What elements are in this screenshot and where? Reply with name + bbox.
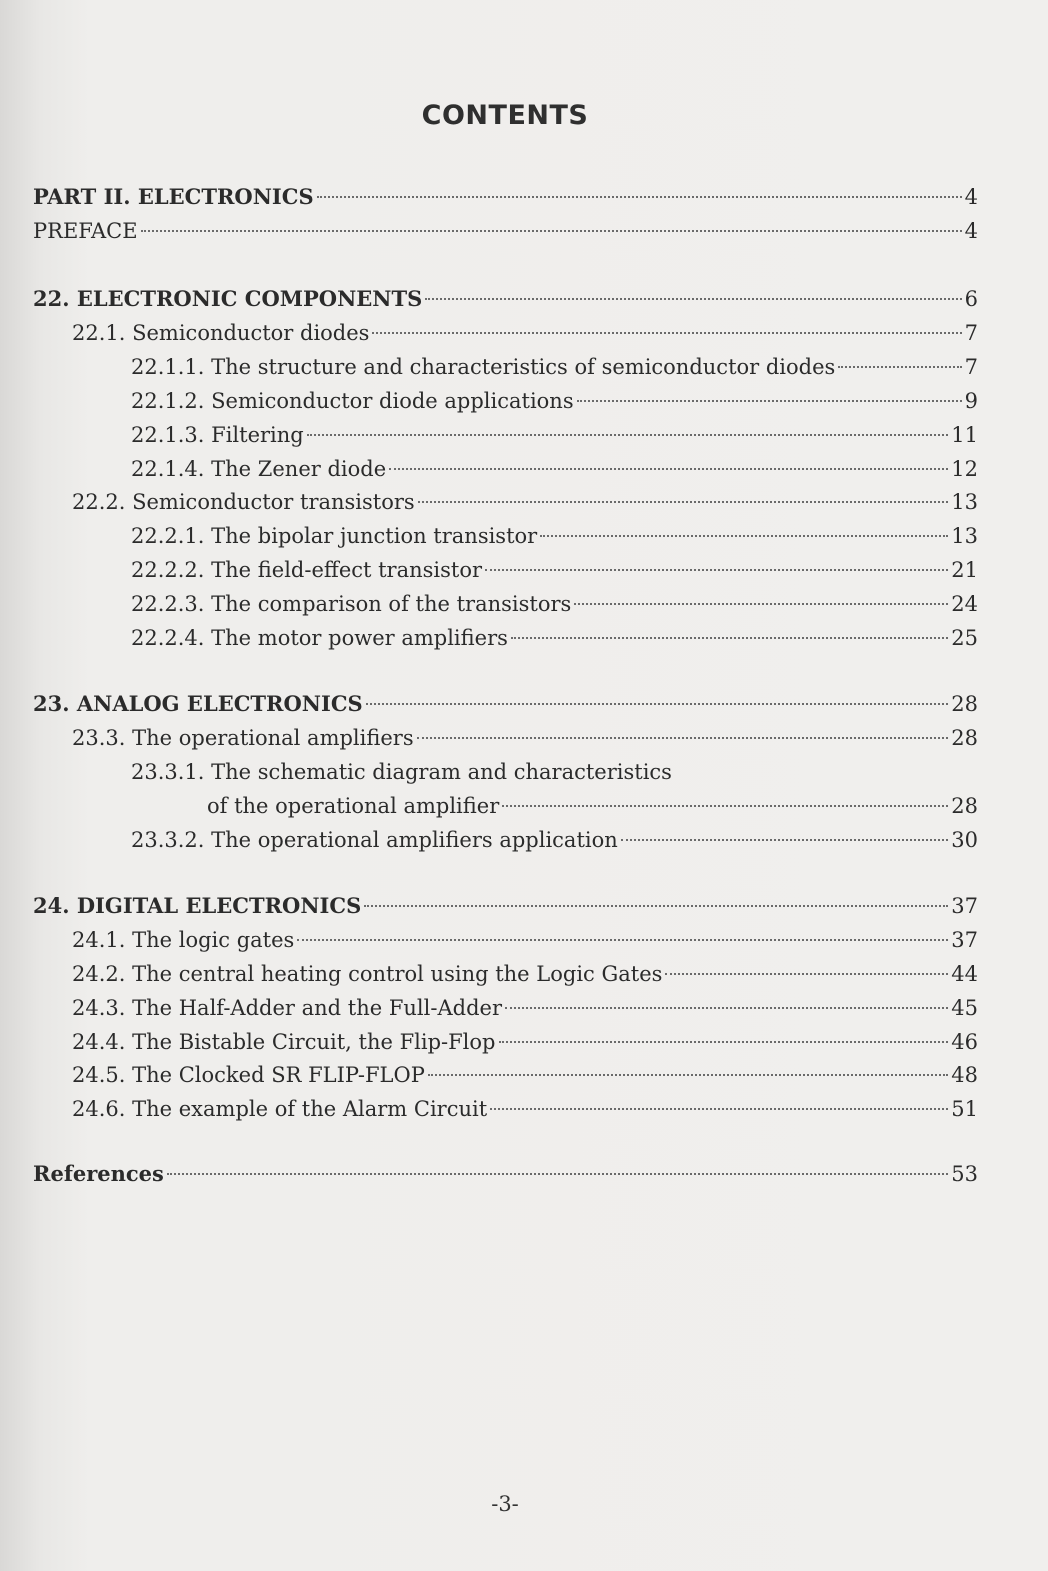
dot-leader [490,1108,948,1110]
toc-entry-22-1-2 [131,385,978,417]
toc-entry-22-2-2 [131,554,978,586]
toc-entry-label: of the operational amplifier [207,794,500,818]
toc-page-number: 44 [951,962,978,986]
dot-leader [167,1173,948,1175]
toc-entry-label: 23. ANALOG ELECTRONICS [33,691,363,716]
toc-page-number: 4 [964,219,978,243]
toc-entry-22-2-1 [131,520,978,552]
dot-leader [366,703,949,705]
toc-entry-label: 22.1.2. Semiconductor diode applications [131,389,574,413]
dot-leader [505,1007,948,1009]
toc-page-number: 30 [951,828,978,852]
dot-leader [485,569,948,571]
toc-page-number: 7 [964,321,978,345]
toc-entry-22-2-4 [131,622,978,654]
toc-entry-24-4 [72,1026,978,1058]
toc-entry-chapter-22 [33,283,978,315]
toc-entry-label: 22.2.1. The bipolar junction transistor [131,524,538,548]
toc-page-number: 37 [951,894,978,918]
toc-entry-label: 22. ELECTRONIC COMPONENTS [33,286,423,311]
toc-entry-23-3-2 [131,824,978,856]
dot-leader [297,939,948,941]
dot-leader [307,434,949,436]
toc-entry-24-2 [72,958,978,990]
toc-page-number: 12 [951,457,978,481]
dot-leader [540,535,948,537]
dot-leader [418,501,949,503]
toc-page-number: 25 [951,626,978,650]
dot-leader [499,1041,949,1043]
dot-leader [372,332,961,334]
toc-entry-label: 22.1.1. The structure and characteristics of semiconductor diodes [131,355,836,379]
toc-entry-23-3 [72,722,978,754]
dot-leader [417,737,949,739]
toc-page-number: 45 [951,996,978,1020]
toc-page-number: 28 [951,692,978,716]
toc-entry-24-5 [72,1059,978,1091]
dot-leader [425,298,961,300]
dot-leader [511,637,948,639]
dot-leader [577,400,962,402]
toc-entry-label: PREFACE [33,219,138,243]
toc-entry-24-1 [72,924,978,956]
toc-entry-label: PART II. ELECTRONICS [33,184,314,209]
toc-entry-label: References [33,1161,164,1186]
toc-page-number: 11 [951,423,978,447]
dot-leader [574,603,948,605]
toc-entry-label: 22.2.4. The motor power amplifiers [131,626,508,650]
toc-entry-22-2 [72,486,978,518]
toc-page-number: 13 [951,490,978,514]
toc-entry-22-1-4 [131,453,978,485]
toc-entry-label: 22.1.3. Filtering [131,423,304,447]
toc-entry-23-3-1-line2 [207,790,978,822]
toc-page-number: 13 [951,524,978,548]
dot-leader [389,468,948,470]
toc-page-number: 53 [951,1162,978,1186]
toc-entry-label: 24.4. The Bistable Circuit, the Flip-Flop [72,1030,496,1054]
toc-entry-label: 24.3. The Half-Adder and the Full-Adder [72,996,502,1020]
toc-entry-preface [33,215,978,247]
dot-leader [838,366,961,368]
toc-page-number: 21 [951,558,978,582]
toc-page-number: 48 [951,1063,978,1087]
toc-entry-22-1 [72,317,978,349]
dot-leader [665,973,948,975]
dot-leader [317,196,962,198]
toc-page-number: 46 [951,1030,978,1054]
toc-entry-label: 23.3. The operational amplifiers [72,726,414,750]
toc-entry-label: 22.1. Semiconductor diodes [72,321,370,345]
toc-page-number: 51 [951,1097,978,1121]
toc-entry-label: 22.1.4. The Zener diode [131,457,387,481]
toc-page-number: 4 [964,185,978,209]
toc-page-number: 28 [951,726,978,750]
toc-entry-label: 22.2.2. The field-effect transistor [131,558,483,582]
dot-leader [621,839,949,841]
toc-page-number: 37 [951,928,978,952]
toc-page-number: 9 [964,389,978,413]
toc-entry-label: 22.2. Semiconductor transistors [72,490,415,514]
toc-entry-label: 24.2. The central heating control using the Logic Gates [72,962,663,986]
contents-title: CONTENTS [421,100,589,131]
toc-entry-chapter-23 [33,688,978,720]
toc-page-number: 6 [964,287,978,311]
toc-entry-22-2-3 [131,588,978,620]
toc-page-number: 7 [964,355,978,379]
toc-entry-label: 24.5. The Clocked SR FLIP-FLOP [72,1063,425,1087]
toc-entry-label: 23.3.2. The operational amplifiers application [131,828,618,852]
toc-page-number: 28 [951,794,978,818]
toc-entry-22-1-1 [131,351,978,383]
toc-entry-label: 24.6. The example of the Alarm Circuit [72,1097,488,1121]
toc-entry-references [33,1158,978,1190]
dot-leader [141,230,962,232]
toc-entry-part-ii [33,181,978,213]
toc-entry-24-3 [72,992,978,1024]
dot-leader [364,905,948,907]
toc-entry-label: 24. DIGITAL ELECTRONICS [33,893,362,918]
toc-page-number: 24 [951,592,978,616]
dot-leader [428,1074,948,1076]
page-number: -3- [491,1492,519,1516]
dot-leader [502,805,948,807]
toc-entry-label: 24.1. The logic gates [72,928,295,952]
toc-entry-22-1-3 [131,419,978,451]
toc-entry-label: 22.2.3. The comparison of the transistors [131,592,572,616]
toc-entry-chapter-24 [33,890,978,922]
toc-entry-23-3-1-line1: 23.3.1. The schematic diagram and characteristics [131,760,672,784]
toc-entry-24-6 [72,1093,978,1125]
